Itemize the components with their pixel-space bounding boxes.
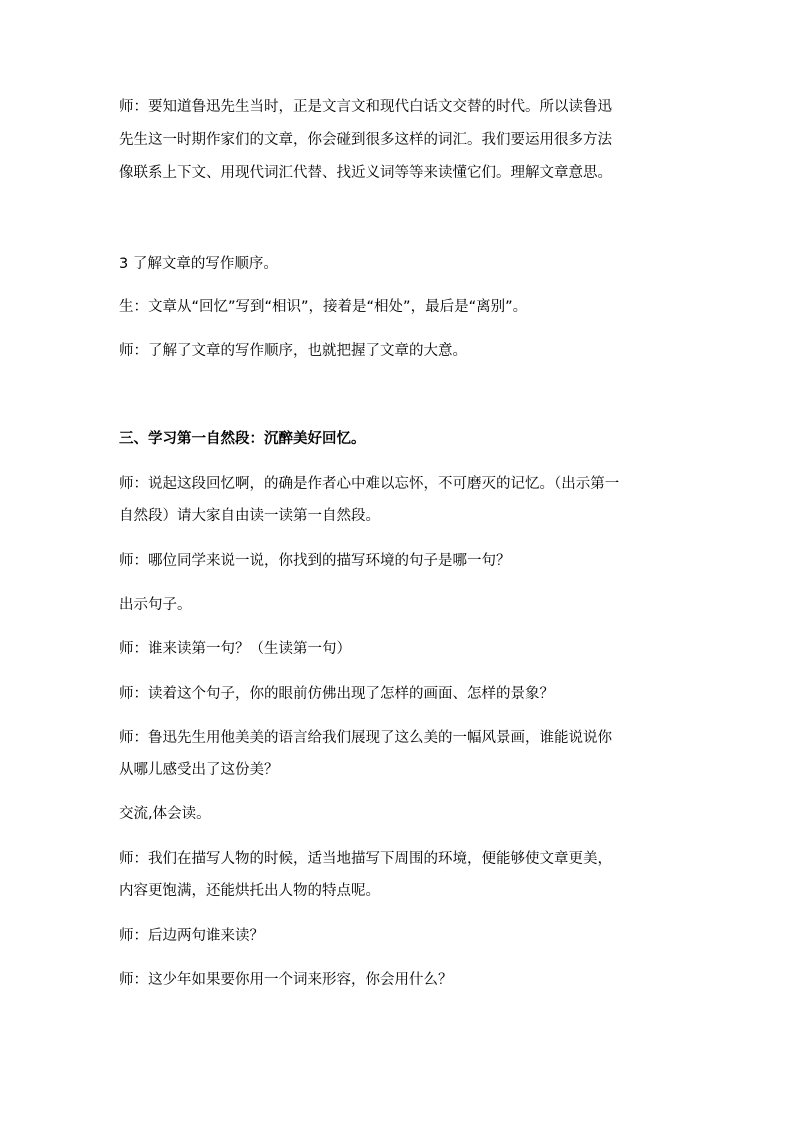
paragraph-line-18: 内容更饱满，还能烘托出人物的特点呢。 bbox=[119, 883, 380, 899]
paragraph-line-1: 师：要知道鲁迅先生当时，正是文言文和现代白话文交替的时代。所以读鲁迅 bbox=[119, 99, 612, 115]
exchange-read-line: 交流,体会读。 bbox=[119, 806, 211, 822]
paragraph-line-14: 师：鲁迅先生用他美美的语言给我们展现了这么美的一幅风景画，谁能说说你 bbox=[119, 730, 612, 746]
paragraph-line-8: 师：说起这段回忆啊，的确是作者心中难以忘怀，不可磨灭的记忆。（出示第一 bbox=[119, 476, 620, 492]
show-sentence-line: 出示句子。 bbox=[119, 597, 192, 613]
teacher-question-2: 师：谁来读第一句？（生读第一句） bbox=[119, 641, 351, 657]
teacher-question-1: 师：哪位同学来说一说，你找到的描写环境的句子是哪一句？ bbox=[119, 553, 511, 569]
paragraph-line-15: 从哪儿感受出了这份美？ bbox=[119, 762, 279, 778]
student-answer: 生：文章从“回忆”写到“相识”，接着是“相处”，最后是“离别”。 bbox=[119, 299, 528, 315]
paragraph-line-2: 先生这一时期作家们的文章，你会碰到很多这样的词汇。我们要运用很多方法 bbox=[119, 132, 612, 148]
step-heading: 3 了解文章的写作顺序。 bbox=[119, 256, 278, 272]
paragraph-line-9: 自然段）请大家自由读一读第一自然段。 bbox=[119, 508, 380, 524]
teacher-question-4: 师：后边两句谁来读？ bbox=[119, 928, 264, 944]
teacher-remark: 师：了解了文章的写作顺序，也就把握了文章的大意。 bbox=[119, 343, 467, 359]
paragraph-line-3: 像联系上下文、用现代词汇代替、找近义词等等来读懂它们。理解文章意思。 bbox=[119, 165, 612, 181]
paragraph-line-17: 师：我们在描写人物的时候，适当地描写下周围的环境，便能够使文章更美， bbox=[119, 851, 612, 867]
section-heading: 三、学习第一自然段：沉醉美好回忆。 bbox=[119, 431, 366, 447]
teacher-question-5: 师：这少年如果要你用一个词来形容，你会用什么？ bbox=[119, 972, 453, 988]
teacher-question-3: 师：读着这个句子，你的眼前仿佛出现了怎样的画面、怎样的景象？ bbox=[119, 686, 554, 702]
